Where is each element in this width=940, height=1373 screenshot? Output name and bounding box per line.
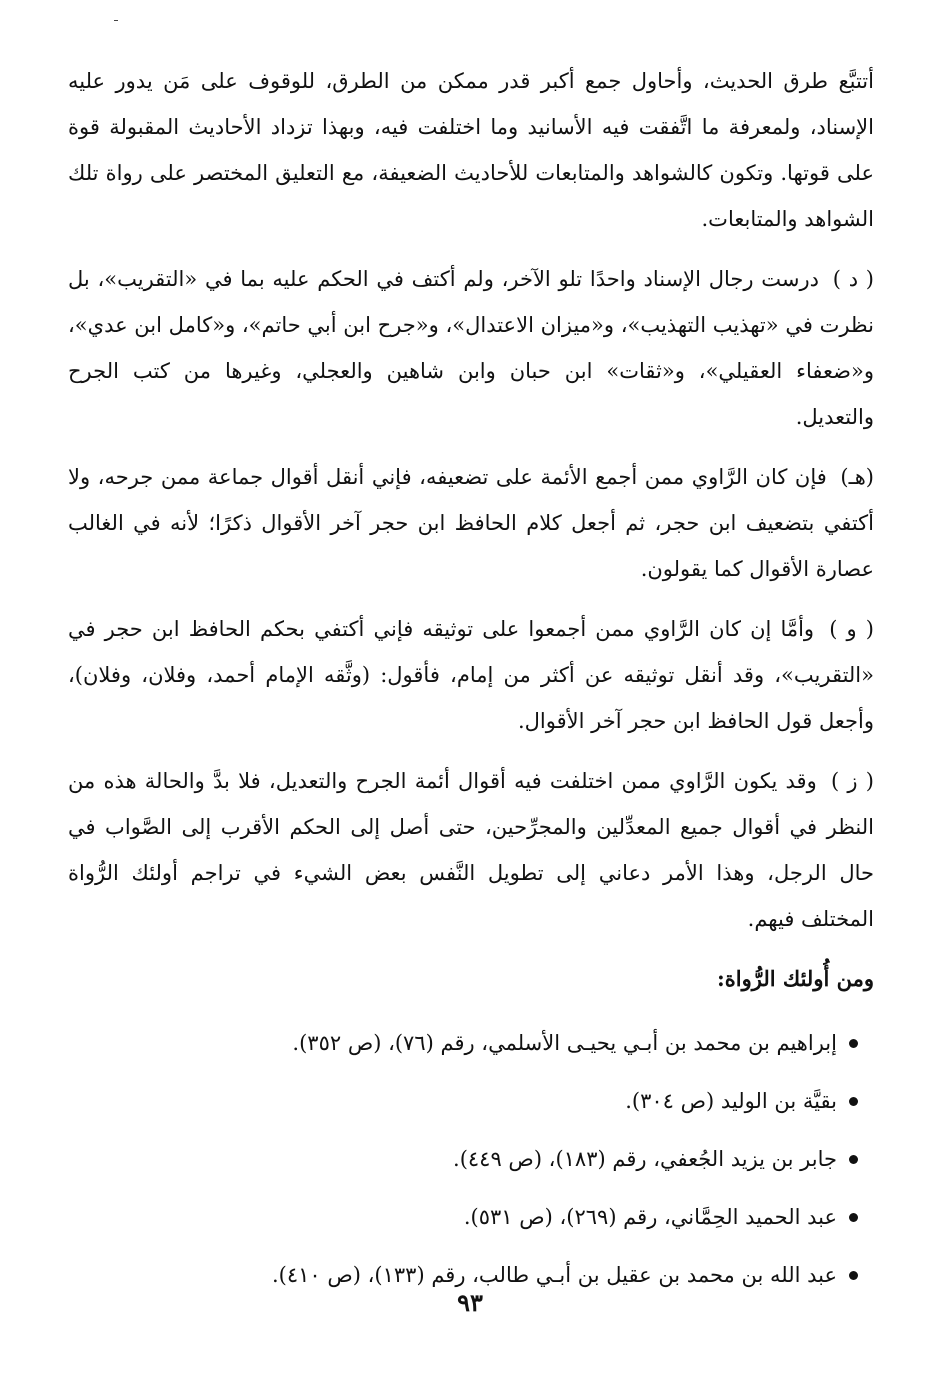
page-number: ٩٣: [457, 1288, 483, 1317]
paragraph-label: ( ز ): [830, 769, 874, 793]
paragraph-intro: [68, 58, 874, 242]
narrators-intro: ومن أُولئك الرُّواة:: [717, 966, 874, 991]
paragraph-ha: [68, 454, 874, 592]
list-item-text: عبد الله بن محمد بن عقيل بن أبـي طالب، رقم (١٣٣)، (ص ٤١٠).: [271, 1263, 837, 1287]
paragraph-text: وأمَّا إن كان الرَّاوي ممن أجمعوا على توثيقه فإني أكتفي بحكم الحافظ ابن حجر في «التقريب»، وقد أنقل توثيقه عن أكثر من إمام، فأقول: (وثَّقه الإمام أحمد، وفلان، وفلان)، وأجعل قول الحافظ ابن حجر آخر الأقوال.: [68, 617, 874, 733]
list-item-text: عبد الحميد الحِمَّاني، رقم (٢٦٩)، (ص ٥٣١).: [463, 1205, 837, 1229]
paragraph-text: درست رجال الإسناد واحدًا تلو الآخر، ولم أكتف في الحكم عليه بما في «التقريب»، بل نظرت في «تهذيب التهذيب»، و«ميزان الاعتدال»، و«جرح ابن أبي حاتم»، و«كامل ابن عدي»، و«ضعفاء العقيلي»، و«ثقات» ابن حبان وابن شاهين والعجلي، وغيرها من كتب الجرح والتعديل.: [68, 267, 874, 429]
bullet-icon: [849, 1039, 858, 1048]
list-item-text: بقيَّة بن الوليد (ص ٣٠٤).: [625, 1089, 837, 1113]
bullet-icon: [849, 1271, 858, 1280]
list-item: [68, 1014, 858, 1072]
list-item-text: إبراهيم بن محمد بن أبـي يحيـى الأسلمي، رقم (٧٦)، (ص ٣٥٢).: [292, 1031, 837, 1055]
paragraph-label: (هـ): [840, 465, 874, 489]
list-item: [68, 1072, 858, 1130]
paragraph-text: أتتبَّع طرق الحديث، وأحاول جمع أكبر قدر ممكن من الطرق، للوقوف على مَن يدور عليه الإسناد، ولمعرفة ما اتَّفقت فيه الأسانيد وما اختلفت فيه، وبهذا تزداد الأحاديث المقبولة قوة على قوتها. وتكون كالشواهد والمتابعات للأحاديث الضعيفة، مع التعليق المختصر على رواة تلك الشواهد والمتابعات.: [68, 69, 874, 231]
paragraph-label: ( د ): [832, 267, 874, 291]
paragraph-waw: [68, 606, 874, 744]
paragraph-text: وقد يكون الرَّاوي ممن اختلفت فيه أقوال أئمة الجرح والتعديل، فلا بدَّ والحالة هذه من النظر في أقوال جميع المعدِّلين والمجرِّحين، حتى أصل إلى الحكم الأقرب إلى الصَّواب في حال الرجل، وهذا الأمر دعاني إلى تطويل النَّفس بعض الشيء في تراجم أولئك الرُّواة المختلف فيهم.: [68, 769, 874, 931]
paragraph-label: ( و ): [829, 617, 874, 641]
list-item: [68, 1188, 858, 1246]
narrators-list: [68, 1014, 874, 1304]
list-item-text: جابر بن يزيد الجُعفي، رقم (١٨٣)، (ص ٤٤٩).: [453, 1147, 837, 1171]
stray-mark: [114, 20, 118, 21]
bullet-icon: [849, 1155, 858, 1164]
bullet-icon: [849, 1213, 858, 1222]
list-item: [68, 1130, 858, 1188]
paragraph-dal: [68, 256, 874, 440]
bullet-icon: [849, 1097, 858, 1106]
paragraph-text: فإن كان الرَّاوي ممن أجمع الأئمة على تضعيفه، فإني أنقل أقوال جماعة ممن جرحه، ولا أكتفي بتضعيف ابن حجر، ثم أجعل كلام الحافظ ابن حجر آخر الأقوال ذكرًا؛ لأنه في الغالب عصارة الأقوال كما يقولون.: [68, 465, 874, 581]
paragraph-zay: [68, 758, 874, 942]
